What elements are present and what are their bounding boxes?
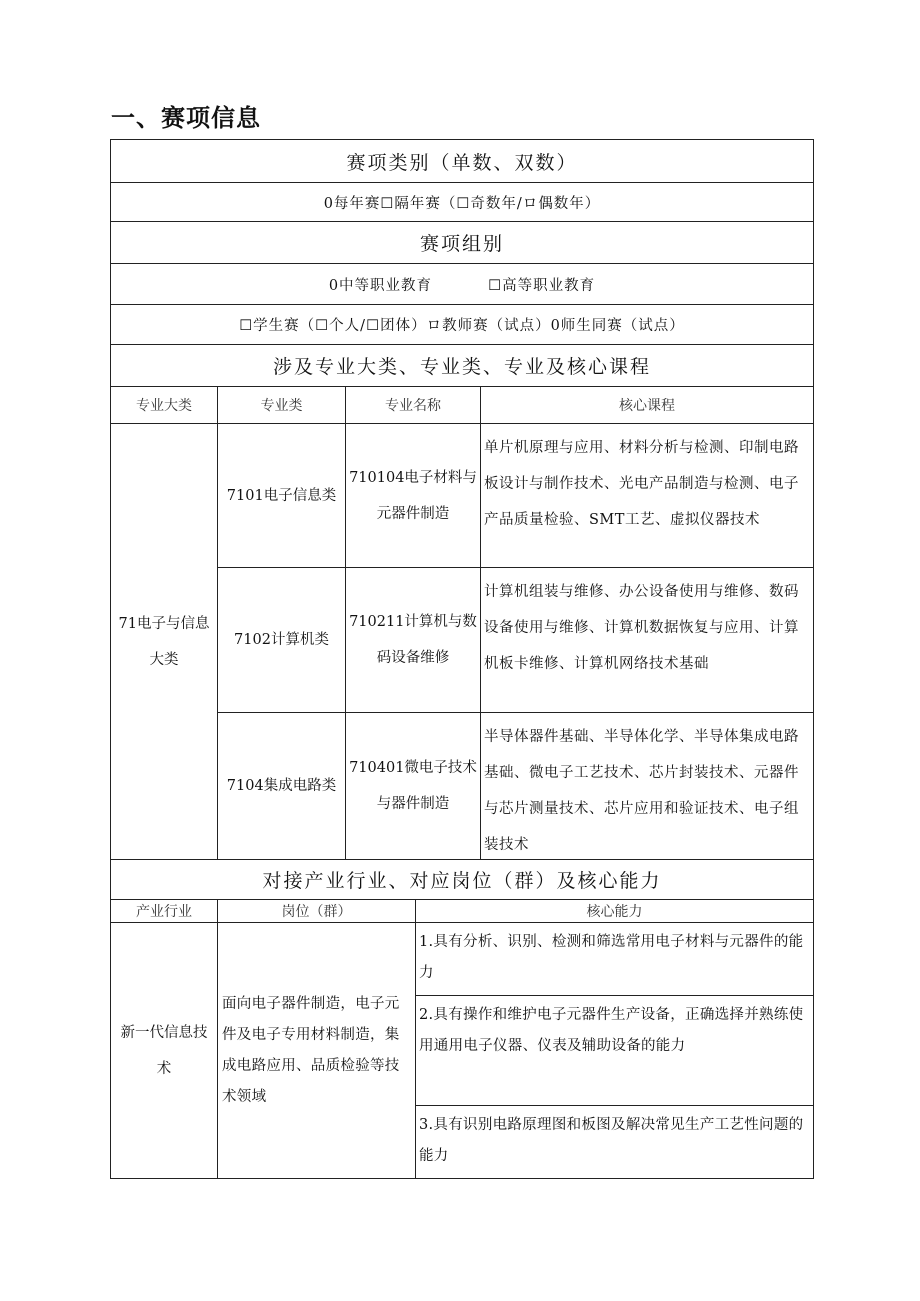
group-title: 赛项组别 [111,222,813,264]
majors-title: 涉及专业大类、专业类、专业及核心课程 [111,345,813,387]
header-major-category: 专业大类 [111,387,218,424]
major-name-cell: 710211计算机与数码设备维修 [346,568,481,713]
category-title: 赛项类别（单数、双数） [111,140,813,183]
major-category-cell: 71电子与信息大类 [111,424,218,860]
competition-info-table [110,139,814,1179]
level-options: 0中等职业教育 ☐高等职业教育 [111,264,813,305]
major-class-cell: 7101电子信息类 [218,424,346,568]
ability-item: 1.具有分析、识别、检测和筛选常用电子材料与元器件的能力 [416,923,813,996]
header-major-name: 专业名称 [346,387,481,424]
posts-cell: 面向电子器件制造，电子元件及电子专用材料制造，集成电路应用、品质检验等技术领域 [218,923,416,1178]
category-options: 0每年赛☐隔年赛（☐奇数年/ロ偶数年） [111,183,813,222]
major-class-cell: 7104集成电路类 [218,713,346,860]
section-heading: 一、赛项信息 [111,104,261,132]
industry-title: 对接产业行业、对应岗位（群）及核心能力 [111,860,813,900]
core-courses-cell: 计算机组装与维修、办公设备使用与维修、数码设备使用与维修、计算机数据恢复与应用、计算机板卡维修、计算机网络技术基础 [481,568,813,713]
core-courses-cell: 半导体器件基础、半导体化学、半导体集成电路基础、微电子工艺技术、芯片封装技术、元器件与芯片测量技术、芯片应用和验证技术、电子组装技术 [481,713,813,860]
header-major-class: 专业类 [218,387,346,424]
header-posts: 岗位（群） [218,900,416,923]
header-industry: 产业行业 [111,900,218,923]
ability-item: 3.具有识别电路原理图和板图及解决常见生产工艺性问题的能力 [419,1117,804,1164]
major-class-cell: 7102计算机类 [218,568,346,713]
major-name-cell: 710401微电子技术与器件制造 [346,713,481,860]
type-options: ☐学生赛（☐个人/☐团体）ロ教师赛（试点）0师生同赛（试点） [111,305,813,345]
header-core-courses: 核心课程 [481,387,813,424]
ability-item: 2.具有操作和维护电子元器件生产设备，正确选择并熟练使用通用电子仪器、仪表及辅助设备的能力 [416,996,813,1106]
industry-cell: 新一代信息技术 [111,923,218,1178]
core-courses-cell: 单片机原理与应用、材料分析与检测、印制电路板设计与制作技术、光电产品制造与检测、电子产品质量检验、SMT工艺、虚拟仪器技术 [481,424,813,568]
header-core-abilities: 核心能力 [416,900,813,923]
major-name-cell: 710104电子材料与元器件制造 [346,424,481,568]
